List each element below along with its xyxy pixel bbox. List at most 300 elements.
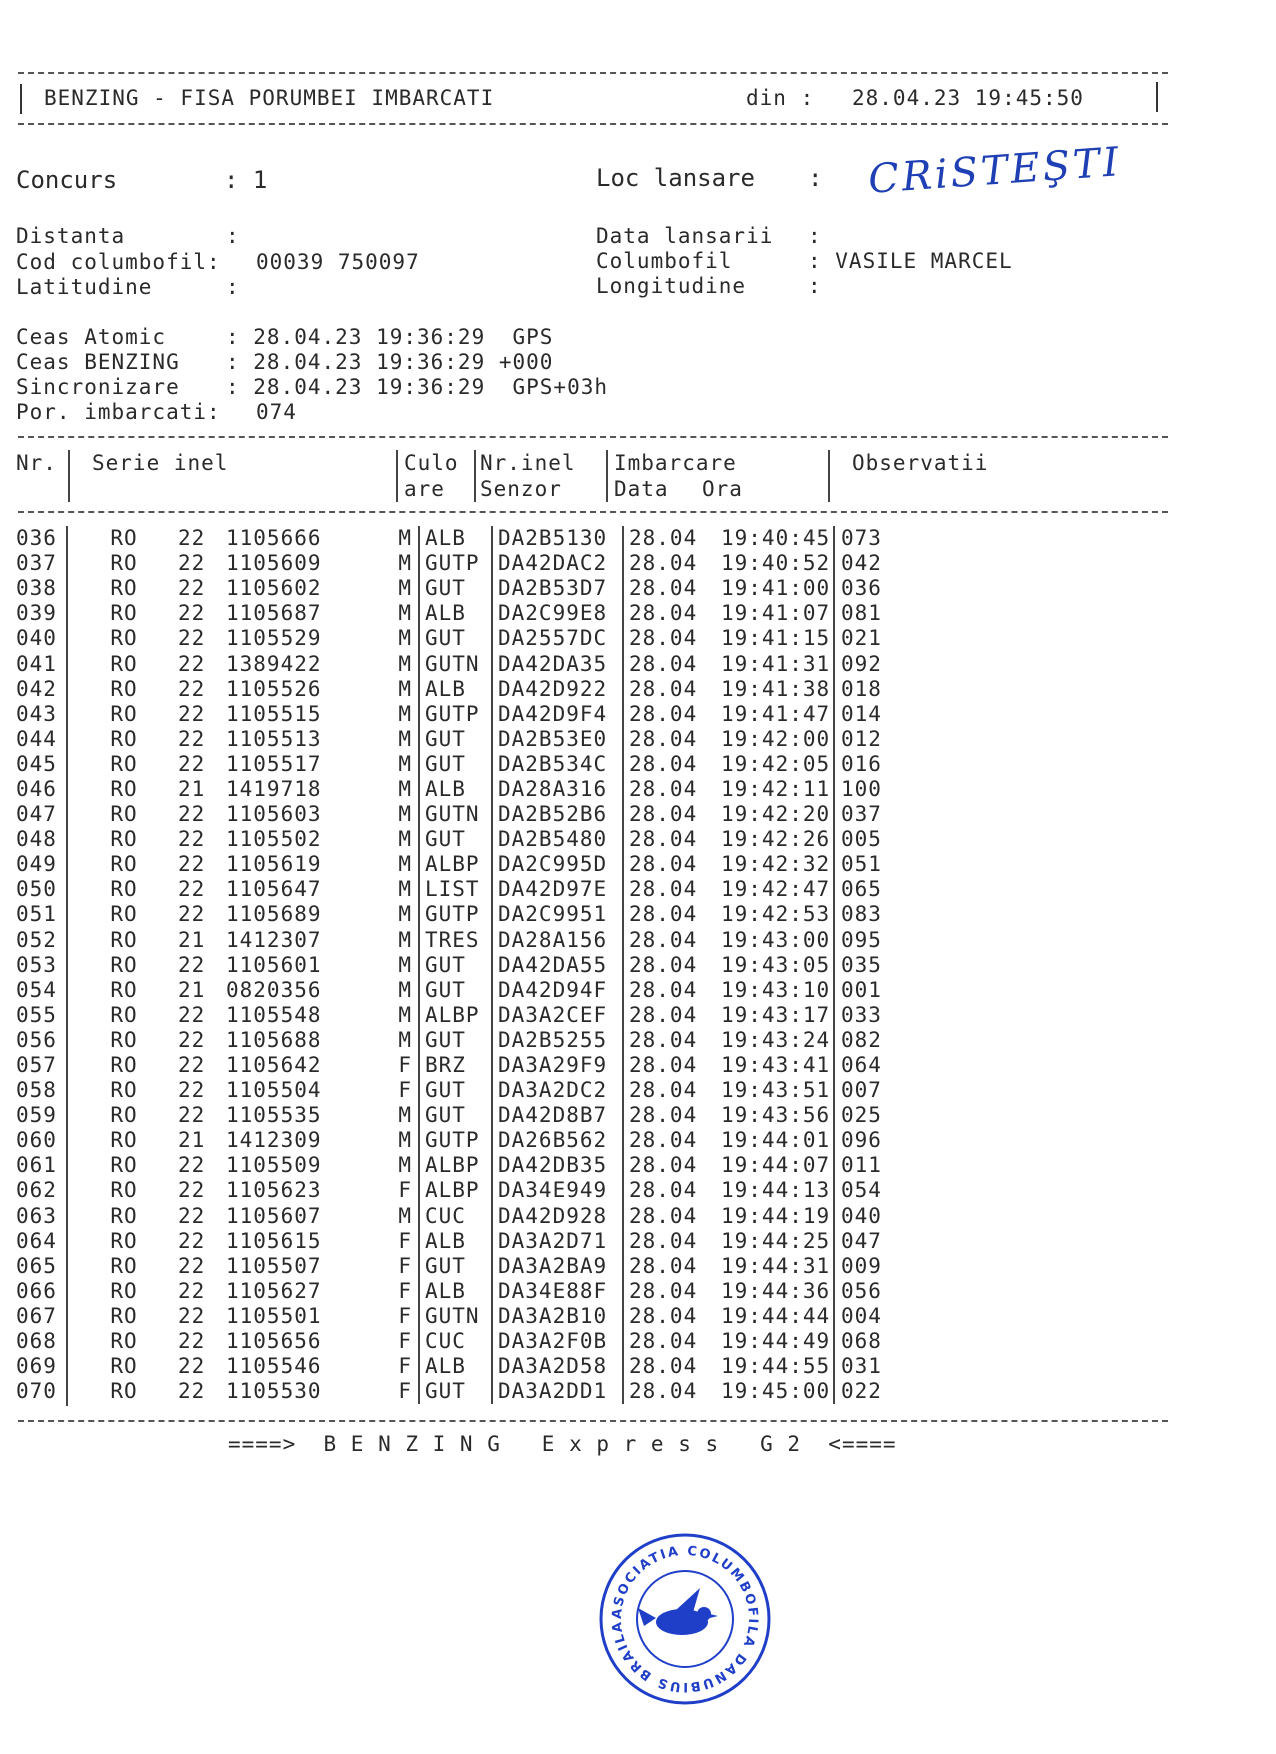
row-country: RO — [110, 701, 138, 726]
row-ring-number: 1412309 — [226, 1128, 322, 1153]
table-row — [16, 1003, 941, 1028]
row-year: 22 — [178, 1103, 206, 1128]
row-time: 19:41:07 — [713, 601, 834, 626]
table-row — [16, 1078, 941, 1103]
row-sensor: DA2B53E0 — [492, 727, 623, 752]
row-nr: 057 — [16, 1053, 57, 1078]
row-country: RO — [110, 1203, 138, 1228]
row-country: RO — [110, 1253, 138, 1278]
row-nr: 059 — [16, 1103, 57, 1128]
row-color: ALB — [419, 1229, 492, 1254]
row-observatii: 009 — [841, 1253, 882, 1278]
row-nr: 063 — [16, 1203, 57, 1228]
row-nr: 060 — [16, 1128, 57, 1153]
row-sensor: DA2C995D — [492, 852, 623, 877]
row-sex: M — [386, 827, 419, 852]
row-ring-number: 1105666 — [226, 526, 322, 551]
row-sensor: DA42DB35 — [492, 1153, 623, 1178]
row-color: GUT — [419, 727, 492, 752]
row-observatii: 033 — [841, 1002, 882, 1027]
row-nr: 043 — [16, 701, 57, 726]
row-sensor: DA3A2B10 — [492, 1304, 623, 1329]
row-observatii: 051 — [841, 852, 882, 877]
row-ring-number: 1105615 — [226, 1228, 322, 1253]
row-observatii: 056 — [841, 1278, 882, 1303]
row-time: 19:44:44 — [713, 1304, 834, 1329]
row-year: 21 — [178, 927, 206, 952]
row-year: 22 — [178, 601, 206, 626]
row-ring-number: 1105502 — [226, 827, 322, 852]
row-country: RO — [110, 1329, 138, 1354]
row-sex: M — [386, 1028, 419, 1053]
row-year: 21 — [178, 977, 206, 1002]
longitudine-colon: : — [808, 274, 822, 298]
row-ring-number: 1389422 — [226, 651, 322, 676]
row-sensor: DA3A2D71 — [492, 1229, 623, 1254]
table-row — [16, 1304, 941, 1329]
row-date: 28.04 — [629, 1253, 698, 1278]
row-time: 19:41:38 — [713, 677, 834, 702]
table-row — [16, 1279, 941, 1304]
report-date-label: din : — [746, 86, 815, 110]
row-color: GUT — [419, 626, 492, 651]
row-year: 22 — [178, 1153, 206, 1178]
table-row — [16, 677, 941, 702]
row-year: 22 — [178, 1002, 206, 1027]
row-sensor: DA34E88F — [492, 1279, 623, 1304]
row-sensor: DA42DA35 — [492, 651, 623, 676]
row-time: 19:45:00 — [713, 1379, 834, 1404]
row-date: 28.04 — [629, 1354, 698, 1379]
row-ring-number: 1105602 — [226, 576, 322, 601]
row-date: 28.04 — [629, 827, 698, 852]
row-sex: M — [386, 777, 419, 802]
row-date: 28.04 — [629, 1178, 698, 1203]
row-date: 28.04 — [629, 1153, 698, 1178]
row-time: 19:41:31 — [713, 651, 834, 676]
table-row — [16, 1204, 941, 1229]
row-color: ALB — [419, 1354, 492, 1379]
header-nr: Nr. — [16, 451, 57, 475]
row-nr: 038 — [16, 576, 57, 601]
row-sex: M — [386, 928, 419, 953]
row-nr: 037 — [16, 551, 57, 576]
row-ring-number: 1105504 — [226, 1078, 322, 1103]
row-country: RO — [110, 1053, 138, 1078]
row-ring-number: 1105517 — [226, 751, 322, 776]
row-sex: M — [386, 902, 419, 927]
header-nr-inel: Nr.inel — [480, 451, 576, 475]
row-sensor: DA28A316 — [492, 777, 623, 802]
cod-columbofil-label: Cod columbofil: — [16, 250, 221, 274]
row-color: GUT — [419, 953, 492, 978]
row-sensor: DA34E949 — [492, 1178, 623, 1203]
table-row — [16, 802, 941, 827]
row-country: RO — [110, 902, 138, 927]
row-country: RO — [110, 1178, 138, 1203]
row-observatii: 040 — [841, 1203, 882, 1228]
row-date: 28.04 — [629, 902, 698, 927]
row-observatii: 005 — [841, 827, 882, 852]
row-observatii: 021 — [841, 626, 882, 651]
row-country: RO — [110, 1379, 138, 1404]
ceas-benzing-value: : 28.04.23 19:36:29 +000 — [226, 350, 554, 374]
row-sex: M — [386, 953, 419, 978]
row-year: 22 — [178, 651, 206, 676]
row-country: RO — [110, 626, 138, 651]
row-ring-number: 1105689 — [226, 902, 322, 927]
row-nr: 045 — [16, 751, 57, 776]
loc-lansare-handwritten: CRiSTEŞTI — [866, 139, 1123, 203]
table-header-rule — [18, 511, 1168, 513]
row-nr: 040 — [16, 626, 57, 651]
row-sensor: DA42DA55 — [492, 953, 623, 978]
table-row — [16, 1254, 941, 1279]
row-observatii: 082 — [841, 1027, 882, 1052]
header-imbarcare: Imbarcare — [614, 451, 737, 475]
imbarcati-table — [16, 526, 941, 1404]
table-row — [16, 1354, 941, 1379]
row-color: GUTN — [419, 651, 492, 676]
row-nr: 044 — [16, 726, 57, 751]
row-sex: M — [386, 1003, 419, 1028]
footer-benzing-express: ====> B E N Z I N G E x p r e s s G 2 <==== — [228, 1432, 897, 1456]
header-ora: Ora — [702, 477, 743, 501]
row-color: GUTN — [419, 802, 492, 827]
row-year: 22 — [178, 1078, 206, 1103]
row-ring-number: 1105526 — [226, 676, 322, 701]
row-time: 19:43:17 — [713, 1003, 834, 1028]
row-nr: 049 — [16, 852, 57, 877]
row-sensor: DA26B562 — [492, 1128, 623, 1153]
row-color: GUTN — [419, 1304, 492, 1329]
row-date: 28.04 — [629, 802, 698, 827]
row-year: 22 — [178, 1278, 206, 1303]
row-ring-number: 1105603 — [226, 802, 322, 827]
row-year: 22 — [178, 1203, 206, 1228]
columbofil-value: : VASILE MARCEL — [808, 249, 1013, 273]
table-row — [16, 1329, 941, 1354]
row-nr: 062 — [16, 1178, 57, 1203]
row-color: TRES — [419, 928, 492, 953]
row-nr: 055 — [16, 1002, 57, 1027]
row-country: RO — [110, 751, 138, 776]
table-row — [16, 651, 941, 676]
row-date: 28.04 — [629, 1303, 698, 1328]
ceas-atomic-label: Ceas Atomic — [16, 325, 167, 349]
row-color: CUC — [419, 1329, 492, 1354]
table-row — [16, 1178, 941, 1203]
row-time: 19:42:26 — [713, 827, 834, 852]
row-nr: 053 — [16, 952, 57, 977]
row-nr: 048 — [16, 827, 57, 852]
report-title: BENZING - FISA PORUMBEI IMBARCATI — [44, 86, 495, 110]
row-year: 22 — [178, 1053, 206, 1078]
row-year: 22 — [178, 852, 206, 877]
row-nr: 061 — [16, 1153, 57, 1178]
row-nr: 058 — [16, 1078, 57, 1103]
row-observatii: 014 — [841, 701, 882, 726]
row-sex: M — [386, 1204, 419, 1229]
row-sex: M — [386, 727, 419, 752]
row-sensor: DA2B5480 — [492, 827, 623, 852]
row-date: 28.04 — [629, 751, 698, 776]
row-color: ALBP — [419, 852, 492, 877]
row-sex: F — [386, 1354, 419, 1379]
row-country: RO — [110, 1228, 138, 1253]
concurs-value: : 1 — [224, 166, 268, 194]
row-country: RO — [110, 776, 138, 801]
row-ring-number: 1105619 — [226, 852, 322, 877]
row-time: 19:44:49 — [713, 1329, 834, 1354]
table-row — [16, 1379, 941, 1404]
table-row — [16, 752, 941, 777]
row-nr: 046 — [16, 776, 57, 801]
row-ring-number: 1105656 — [226, 1329, 322, 1354]
row-observatii: 092 — [841, 651, 882, 676]
table-row — [16, 1103, 941, 1128]
row-nr: 067 — [16, 1303, 57, 1328]
row-time: 19:44:07 — [713, 1153, 834, 1178]
table-row — [16, 1229, 941, 1254]
row-ring-number: 1105530 — [226, 1379, 322, 1404]
row-date: 28.04 — [629, 776, 698, 801]
row-sex: F — [386, 1254, 419, 1279]
row-date: 28.04 — [629, 626, 698, 651]
row-sensor: DA2B53D7 — [492, 576, 623, 601]
row-time: 19:44:19 — [713, 1204, 834, 1229]
row-observatii: 065 — [841, 877, 882, 902]
row-time: 19:44:36 — [713, 1279, 834, 1304]
header-sep-1 — [68, 450, 70, 502]
row-color: GUTP — [419, 702, 492, 727]
row-year: 22 — [178, 626, 206, 651]
table-row — [16, 727, 941, 752]
row-sex: F — [386, 1178, 419, 1203]
row-nr: 070 — [16, 1379, 57, 1404]
row-sex: M — [386, 601, 419, 626]
row-observatii: 042 — [841, 551, 882, 576]
row-country: RO — [110, 726, 138, 751]
table-row — [16, 1128, 941, 1153]
header-data: Data — [614, 477, 669, 501]
row-ring-number: 1105507 — [226, 1253, 322, 1278]
row-year: 22 — [178, 701, 206, 726]
row-nr: 056 — [16, 1027, 57, 1052]
row-date: 28.04 — [629, 1027, 698, 1052]
table-row — [16, 626, 941, 651]
row-observatii: 036 — [841, 576, 882, 601]
row-color: ALB — [419, 526, 492, 551]
row-observatii: 007 — [841, 1078, 882, 1103]
row-time: 19:43:56 — [713, 1103, 834, 1128]
row-sensor: DA42D928 — [492, 1204, 623, 1229]
row-country: RO — [110, 852, 138, 877]
row-color: GUTP — [419, 902, 492, 927]
row-sex: F — [386, 1229, 419, 1254]
row-color: GUT — [419, 752, 492, 777]
row-year: 22 — [178, 551, 206, 576]
row-time: 19:44:13 — [713, 1178, 834, 1203]
row-time: 19:41:00 — [713, 576, 834, 601]
row-sensor: DA2557DC — [492, 626, 623, 651]
club-stamp — [596, 1530, 774, 1708]
row-nr: 041 — [16, 651, 57, 676]
row-ring-number: 1105535 — [226, 1103, 322, 1128]
row-year: 22 — [178, 1329, 206, 1354]
row-observatii: 096 — [841, 1128, 882, 1153]
row-ring-number: 1105529 — [226, 626, 322, 651]
row-time: 19:40:45 — [713, 526, 834, 551]
header-left-bar — [20, 84, 22, 114]
concurs-label: Concurs — [16, 166, 118, 194]
row-date: 28.04 — [629, 676, 698, 701]
row-ring-number: 1105509 — [226, 1153, 322, 1178]
row-ring-number: 1105623 — [226, 1178, 322, 1203]
row-nr: 036 — [16, 526, 57, 551]
row-date: 28.04 — [629, 651, 698, 676]
row-year: 22 — [178, 827, 206, 852]
row-color: GUT — [419, 1078, 492, 1103]
row-time: 19:43:41 — [713, 1053, 834, 1078]
row-time: 19:44:01 — [713, 1128, 834, 1153]
row-sex: M — [386, 677, 419, 702]
row-ring-number: 1105515 — [226, 701, 322, 726]
row-sex: F — [386, 1279, 419, 1304]
table-row — [16, 877, 941, 902]
row-time: 19:44:25 — [713, 1229, 834, 1254]
row-year: 22 — [178, 726, 206, 751]
row-ring-number: 1105609 — [226, 551, 322, 576]
row-observatii: 018 — [841, 676, 882, 701]
row-observatii: 047 — [841, 1228, 882, 1253]
row-sensor: DA42D922 — [492, 677, 623, 702]
row-color: GUTP — [419, 551, 492, 576]
row-country: RO — [110, 1354, 138, 1379]
row-date: 28.04 — [629, 977, 698, 1002]
row-date: 28.04 — [629, 1103, 698, 1128]
row-sex: M — [386, 978, 419, 1003]
row-sex: F — [386, 1304, 419, 1329]
row-year: 21 — [178, 776, 206, 801]
header-sep-2 — [396, 450, 398, 502]
row-time: 19:42:20 — [713, 802, 834, 827]
row-sex: F — [386, 1078, 419, 1103]
table-row — [16, 827, 941, 852]
row-ring-number: 0820356 — [226, 977, 322, 1002]
row-country: RO — [110, 1027, 138, 1052]
row-country: RO — [110, 1303, 138, 1328]
row-date: 28.04 — [629, 877, 698, 902]
row-country: RO — [110, 802, 138, 827]
row-time: 19:43:00 — [713, 928, 834, 953]
row-sex: M — [386, 877, 419, 902]
row-sensor: DA42D97E — [492, 877, 623, 902]
row-date: 28.04 — [629, 927, 698, 952]
row-sensor: DA2C9951 — [492, 902, 623, 927]
ceas-benzing-label: Ceas BENZING — [16, 350, 180, 374]
row-observatii: 016 — [841, 751, 882, 776]
row-year: 22 — [178, 576, 206, 601]
latitudine-label: Latitudine — [16, 275, 153, 299]
row-country: RO — [110, 827, 138, 852]
distanta-colon: : — [226, 224, 240, 248]
loc-lansare-label: Loc lansare — [596, 164, 755, 192]
row-country: RO — [110, 1153, 138, 1178]
row-date: 28.04 — [629, 1002, 698, 1027]
row-date: 28.04 — [629, 551, 698, 576]
header-serie-inel: Serie inel — [92, 451, 229, 475]
row-sensor: DA3A2DC2 — [492, 1078, 623, 1103]
report-date-value: 28.04.23 19:45:50 — [852, 86, 1084, 110]
header-sep-3 — [474, 450, 476, 502]
row-sensor: DA42D8B7 — [492, 1103, 623, 1128]
row-year: 22 — [178, 1228, 206, 1253]
row-observatii: 037 — [841, 802, 882, 827]
row-time: 19:44:31 — [713, 1254, 834, 1279]
row-color: LIST — [419, 877, 492, 902]
row-year: 22 — [178, 1253, 206, 1278]
row-observatii: 011 — [841, 1153, 882, 1178]
header-right-bar — [1156, 82, 1158, 112]
row-nr: 068 — [16, 1329, 57, 1354]
table-row — [16, 1028, 941, 1053]
row-color: GUTP — [419, 1128, 492, 1153]
row-ring-number: 1419718 — [226, 776, 322, 801]
row-observatii: 022 — [841, 1379, 882, 1404]
row-color: ALB — [419, 677, 492, 702]
header-sep-5 — [828, 450, 830, 502]
row-country: RO — [110, 927, 138, 952]
row-date: 28.04 — [629, 952, 698, 977]
columbofil-label: Columbofil — [596, 249, 733, 273]
row-time: 19:41:47 — [713, 702, 834, 727]
row-nr: 051 — [16, 902, 57, 927]
header-senzor: Senzor — [480, 477, 562, 501]
row-date: 28.04 — [629, 601, 698, 626]
row-color: GUT — [419, 1254, 492, 1279]
table-row — [16, 953, 941, 978]
header-culoare-2: are — [404, 477, 445, 501]
row-date: 28.04 — [629, 1329, 698, 1354]
row-year: 22 — [178, 1303, 206, 1328]
data-lansarii-label: Data lansarii — [596, 224, 774, 248]
row-observatii: 073 — [841, 526, 882, 551]
row-country: RO — [110, 601, 138, 626]
row-country: RO — [110, 651, 138, 676]
row-time: 19:43:24 — [713, 1028, 834, 1053]
row-color: CUC — [419, 1204, 492, 1229]
row-observatii: 025 — [841, 1103, 882, 1128]
row-ring-number: 1412307 — [226, 927, 322, 952]
row-color: ALBP — [419, 1003, 492, 1028]
stamp-ring-text: ASOCIATIA COLUMBOFILA DANUBIUS BRAILA — [609, 1543, 761, 1695]
row-year: 22 — [178, 1178, 206, 1203]
header-culoare-1: Culo — [404, 451, 459, 475]
row-date: 28.04 — [629, 526, 698, 551]
row-sex: M — [386, 526, 419, 551]
data-lansarii-colon: : — [808, 224, 822, 248]
table-bottom-rule — [18, 1420, 1168, 1422]
row-color: ALB — [419, 777, 492, 802]
table-row — [16, 526, 941, 551]
row-time: 19:42:11 — [713, 777, 834, 802]
row-country: RO — [110, 1128, 138, 1153]
row-date: 28.04 — [629, 726, 698, 751]
row-color: BRZ — [419, 1053, 492, 1078]
row-date: 28.04 — [629, 1379, 698, 1404]
row-nr: 054 — [16, 977, 57, 1002]
